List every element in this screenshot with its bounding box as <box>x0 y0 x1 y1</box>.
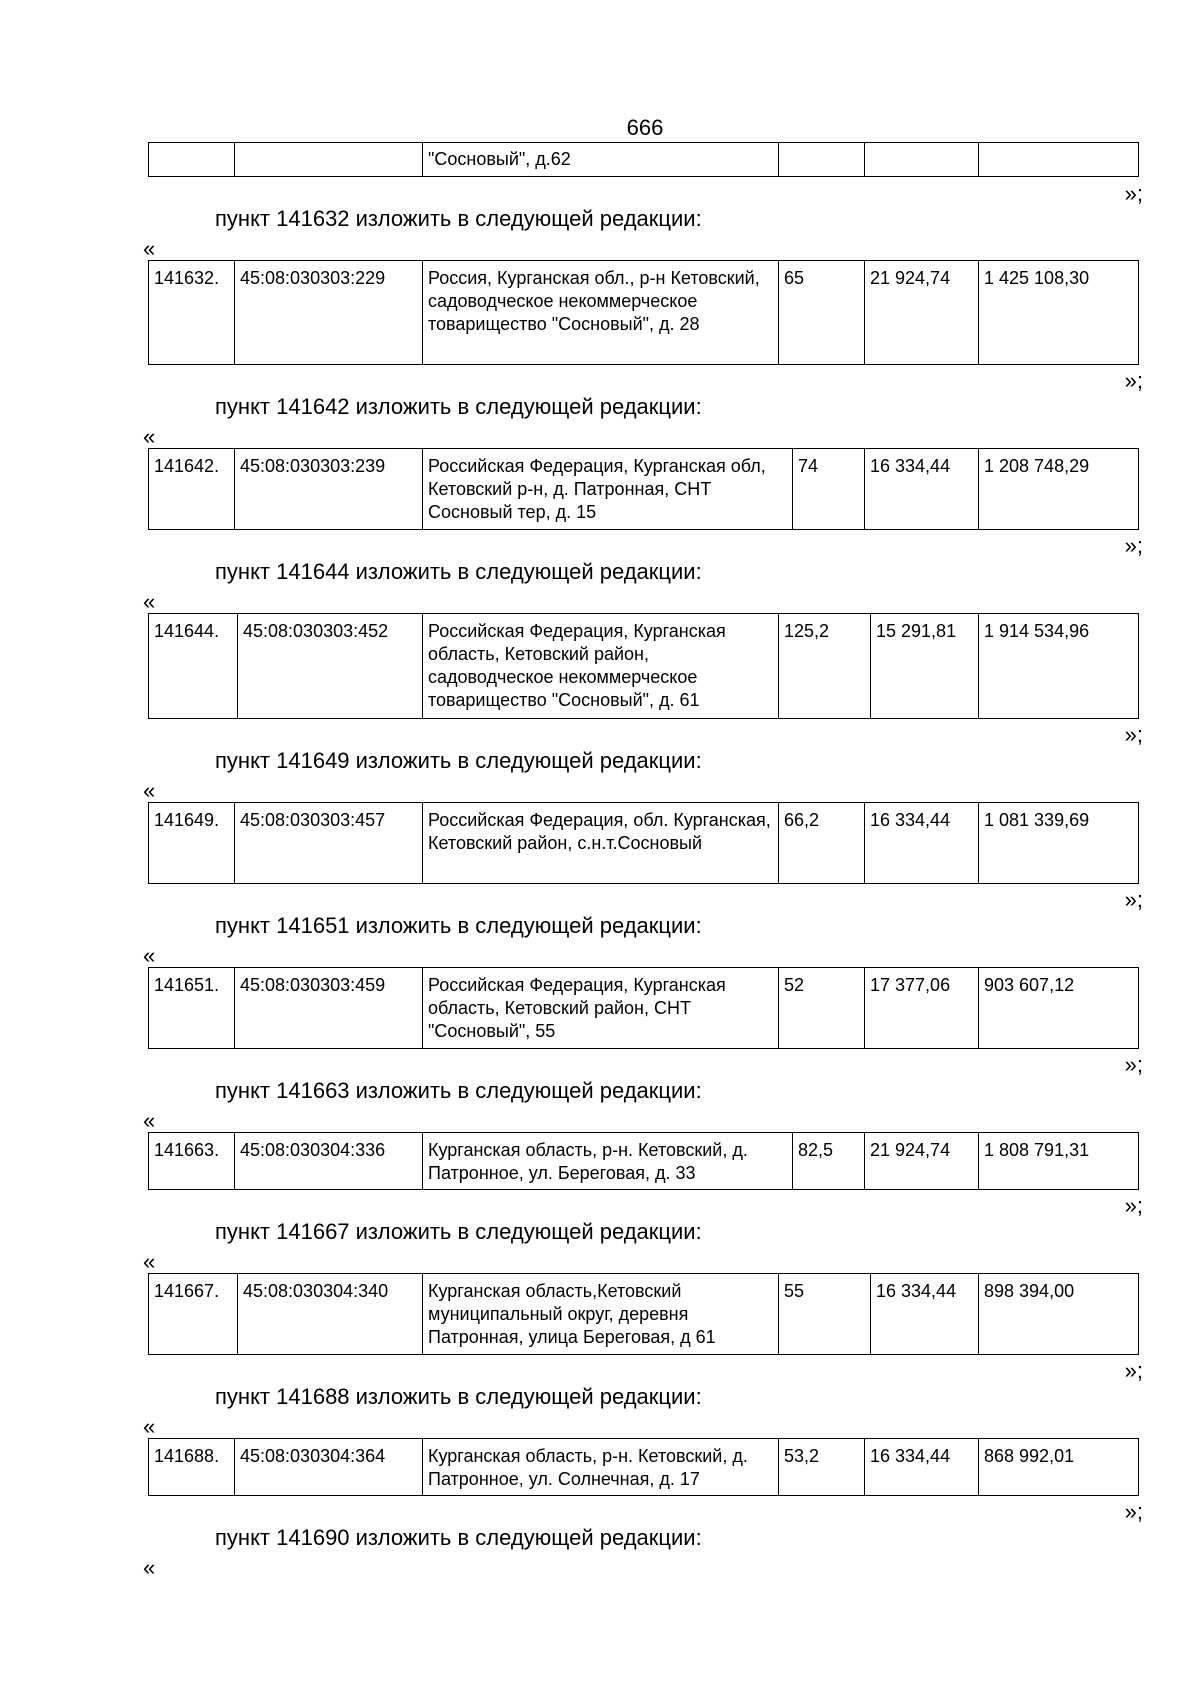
amendment-table <box>148 1132 1139 1190</box>
cell-value: 868 992,01 <box>979 1439 1139 1496</box>
cell-area: 125,2 <box>779 614 871 719</box>
instruction-141667: пункт 141667 изложить в следующей редакции: <box>215 1219 702 1244</box>
cell-cadastral: 45:08:030303:459 <box>235 968 423 1049</box>
cell-rate: 21 924,74 <box>865 261 979 365</box>
instruction-141642: пункт 141642 изложить в следующей редакции: <box>215 394 702 419</box>
open-quote: « <box>143 424 156 449</box>
open-quote: « <box>143 1249 156 1274</box>
cell-value: 1 808 791,31 <box>979 1133 1139 1190</box>
cell-cadastral: 45:08:030304:340 <box>238 1274 423 1355</box>
cell-address: Российская Федерация, Курганская область, Кетовский район, садоводческое некоммерческое товарищество "Сосновый", д. 61 <box>423 614 779 719</box>
table-row <box>149 1439 1139 1496</box>
cell-number: 141667. <box>149 1274 238 1355</box>
cell-area <box>779 143 865 177</box>
table-row <box>149 143 1139 177</box>
amendment-table <box>148 613 1139 719</box>
amendment-table <box>148 802 1139 884</box>
close-quote: »; <box>1124 887 1143 912</box>
open-quote: « <box>143 589 156 614</box>
cell-rate: 21 924,74 <box>865 1133 979 1190</box>
cell-value: 1 081 339,69 <box>979 803 1139 884</box>
cell-value: 898 394,00 <box>979 1274 1139 1355</box>
cell-area: 55 <box>779 1274 871 1355</box>
cell-rate: 16 334,44 <box>865 803 979 884</box>
instruction-141649: пункт 141649 изложить в следующей редакции: <box>215 748 702 773</box>
instruction-141651: пункт 141651 изложить в следующей редакции: <box>215 913 702 938</box>
cell-rate: 16 334,44 <box>871 1274 979 1355</box>
cell-number: 141632. <box>149 261 235 365</box>
cell-rate <box>865 143 979 177</box>
open-quote: « <box>143 1555 156 1580</box>
cell-number: 141642. <box>149 449 235 530</box>
cell-cadastral: 45:08:030303:452 <box>238 614 423 719</box>
amendment-table <box>148 1438 1139 1496</box>
cell-address: Россия, Курганская обл., р-н Кетовский, садоводческое некоммерческое товарищество "Сосновый", д. 28 <box>423 261 779 365</box>
cell-area: 53,2 <box>779 1439 865 1496</box>
cell-number: 141663. <box>149 1133 235 1190</box>
cell-number: 141651. <box>149 968 235 1049</box>
amendment-table <box>148 1273 1139 1355</box>
open-quote: « <box>143 1414 156 1439</box>
cell-cadastral: 45:08:030303:239 <box>235 449 423 530</box>
close-quote: »; <box>1124 368 1143 393</box>
instruction-141632: пункт 141632 изложить в следующей редакции: <box>215 206 702 231</box>
page-number: 666 <box>626 115 664 140</box>
cell-address: "Сосновый", д.62 <box>423 143 779 177</box>
cell-cadastral: 45:08:030304:336 <box>235 1133 423 1190</box>
cell-rate: 16 334,44 <box>865 1439 979 1496</box>
open-quote: « <box>143 236 156 261</box>
cell-area: 52 <box>779 968 865 1049</box>
cell-cadastral: 45:08:030303:457 <box>235 803 423 884</box>
table-row <box>149 1274 1139 1355</box>
table-row <box>149 261 1139 365</box>
close-quote: »; <box>1124 1052 1143 1077</box>
cell-address: Российская Федерация, обл. Курганская, Кетовский район, с.н.т.Сосновый <box>423 803 779 884</box>
cell-address: Российская Федерация, Курганская обл, Кетовский р-н, д. Патронная, СНТ Сосновый тер, д. 15 <box>423 449 793 530</box>
cell-cadastral: 45:08:030303:229 <box>235 261 423 365</box>
close-quote: »; <box>1124 1193 1143 1218</box>
close-quote: »; <box>1124 722 1143 747</box>
cell-number: 141644. <box>149 614 238 719</box>
instruction-141644: пункт 141644 изложить в следующей редакции: <box>215 559 702 584</box>
cell-number <box>149 143 235 177</box>
cell-area: 82,5 <box>793 1133 865 1190</box>
amendment-table <box>148 967 1139 1049</box>
instruction-141663: пункт 141663 изложить в следующей редакции: <box>215 1078 702 1103</box>
table-row <box>149 1133 1139 1190</box>
cell-area: 65 <box>779 261 865 365</box>
cell-cadastral <box>235 143 423 177</box>
cell-rate: 15 291,81 <box>871 614 979 719</box>
close-quote: »; <box>1124 1358 1143 1383</box>
open-quote: « <box>143 1108 156 1133</box>
cell-address: Курганская область, р-н. Кетовский, д. Патронное, ул. Береговая, д. 33 <box>423 1133 793 1190</box>
close-quote: »; <box>1124 181 1143 206</box>
cell-address: Российская Федерация, Курганская область, Кетовский район, СНТ "Сосновый", 55 <box>423 968 779 1049</box>
amendment-table <box>148 260 1139 365</box>
cell-value: 903 607,12 <box>979 968 1139 1049</box>
table-row <box>149 449 1139 530</box>
cell-value: 1 208 748,29 <box>979 449 1139 530</box>
instruction-141690: пункт 141690 изложить в следующей редакции: <box>215 1525 702 1550</box>
table-row <box>149 968 1139 1049</box>
cell-value: 1 914 534,96 <box>979 614 1139 719</box>
cell-value <box>979 143 1139 177</box>
cell-address: Курганская область,Кетовский муниципальный округ, деревня Патронная, улица Береговая, д 61 <box>423 1274 779 1355</box>
cell-area: 66,2 <box>779 803 865 884</box>
open-quote: « <box>143 943 156 968</box>
close-quote: »; <box>1124 1499 1143 1524</box>
cell-value: 1 425 108,30 <box>979 261 1139 365</box>
cell-address: Курганская область, р-н. Кетовский, д. Патронное, ул. Солнечная, д. 17 <box>423 1439 779 1496</box>
amendment-table <box>148 448 1139 530</box>
cell-cadastral: 45:08:030304:364 <box>235 1439 423 1496</box>
open-quote: « <box>143 778 156 803</box>
cell-number: 141649. <box>149 803 235 884</box>
cell-rate: 17 377,06 <box>865 968 979 1049</box>
table-row <box>149 803 1139 884</box>
instruction-141688: пункт 141688 изложить в следующей редакции: <box>215 1384 702 1409</box>
top-table <box>148 142 1139 177</box>
table-row <box>149 614 1139 719</box>
cell-number: 141688. <box>149 1439 235 1496</box>
cell-area: 74 <box>793 449 865 530</box>
close-quote: »; <box>1124 533 1143 558</box>
cell-rate: 16 334,44 <box>865 449 979 530</box>
